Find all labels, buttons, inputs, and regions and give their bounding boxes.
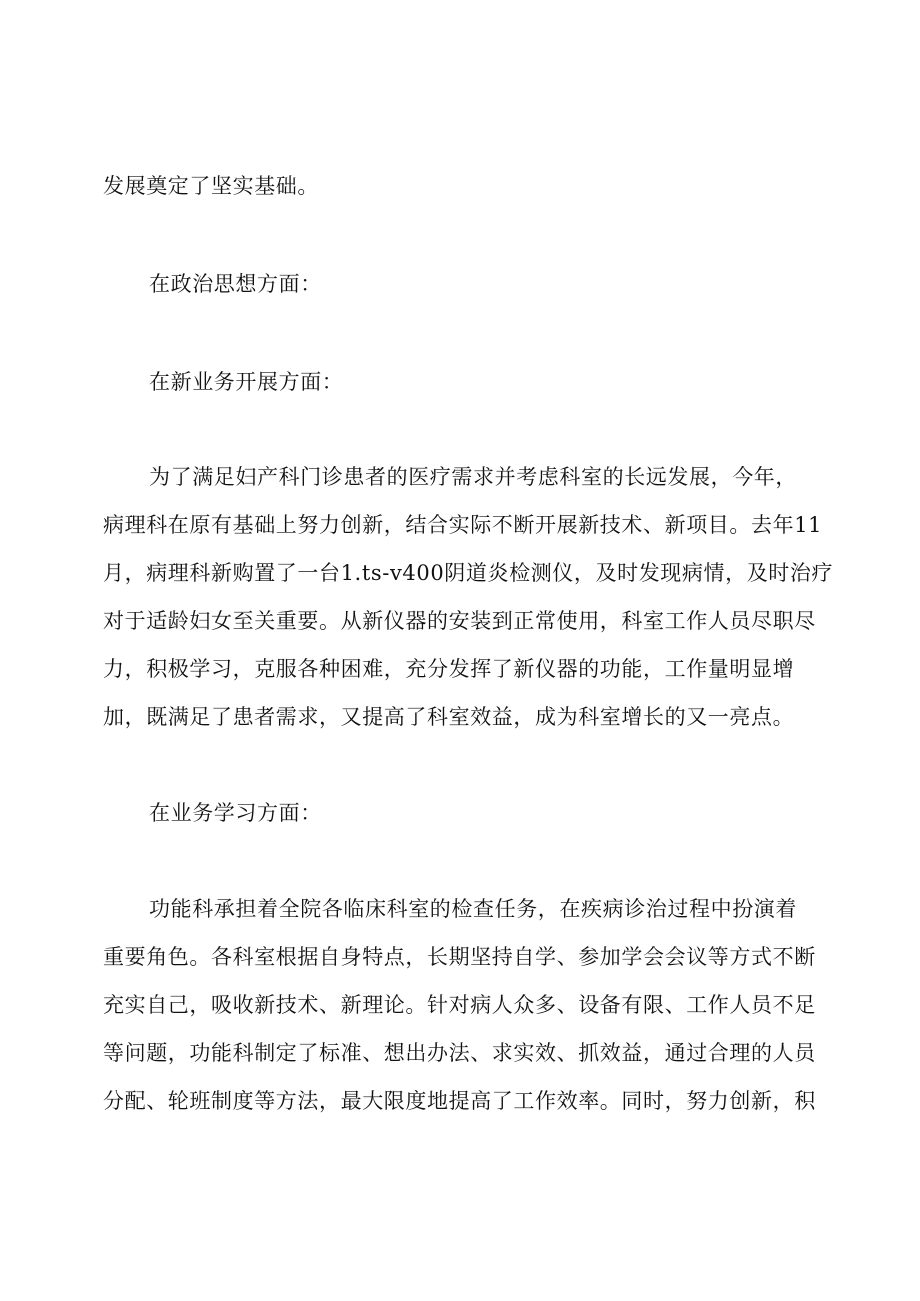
paragraph-line: 分配、轮班制度等方法，最大限度地提高了工作效率。同时，努力创新，积: [103, 1089, 816, 1113]
paragraph-line: 对于适龄妇女至关重要。从新仪器的安装到正常使用，科室工作人员尽职尽: [103, 609, 816, 633]
paragraph-line: 加，既满足了患者需求，又提高了科室效益，成为科室增长的又一亮点。: [103, 705, 795, 729]
paragraph-line: 力，积极学习，克服各种困难，充分发挥了新仪器的功能，工作量明显增: [103, 657, 795, 681]
paragraph-line: 充实自己，吸收新技术、新理论。针对病人众多、设备有限、工作人员不足: [103, 993, 816, 1017]
section-heading-study: 在业务学习方面：: [149, 801, 322, 825]
paragraph-continuation-line: 发展奠定了坚实基础。: [103, 174, 319, 198]
paragraph-line: 为了满足妇产科门诊患者的医疗需求并考虑科室的长远发展，今年，: [149, 465, 797, 489]
section-heading-political: 在政治思想方面：: [149, 272, 322, 296]
paragraph-line: 等问题，功能科制定了标准、想出办法、求实效、抓效益，通过合理的人员: [103, 1041, 816, 1065]
paragraph-line: 重要角色。各科室根据自身特点，长期坚持自学、参加学会会议等方式不断: [103, 945, 816, 969]
paragraph-line: 月，病理科新购置了一台1.ts-v400阴道炎检测仪，及时发现病情，及时治疗: [103, 561, 834, 585]
section-heading-new-business: 在新业务开展方面：: [149, 370, 344, 394]
paragraph-line: 病理科在原有基础上努力创新，结合实际不断开展新技术、新项目。去年11: [103, 513, 823, 537]
paragraph-line: 功能科承担着全院各临床科室的检查任务，在疾病诊治过程中扮演着: [149, 897, 797, 921]
